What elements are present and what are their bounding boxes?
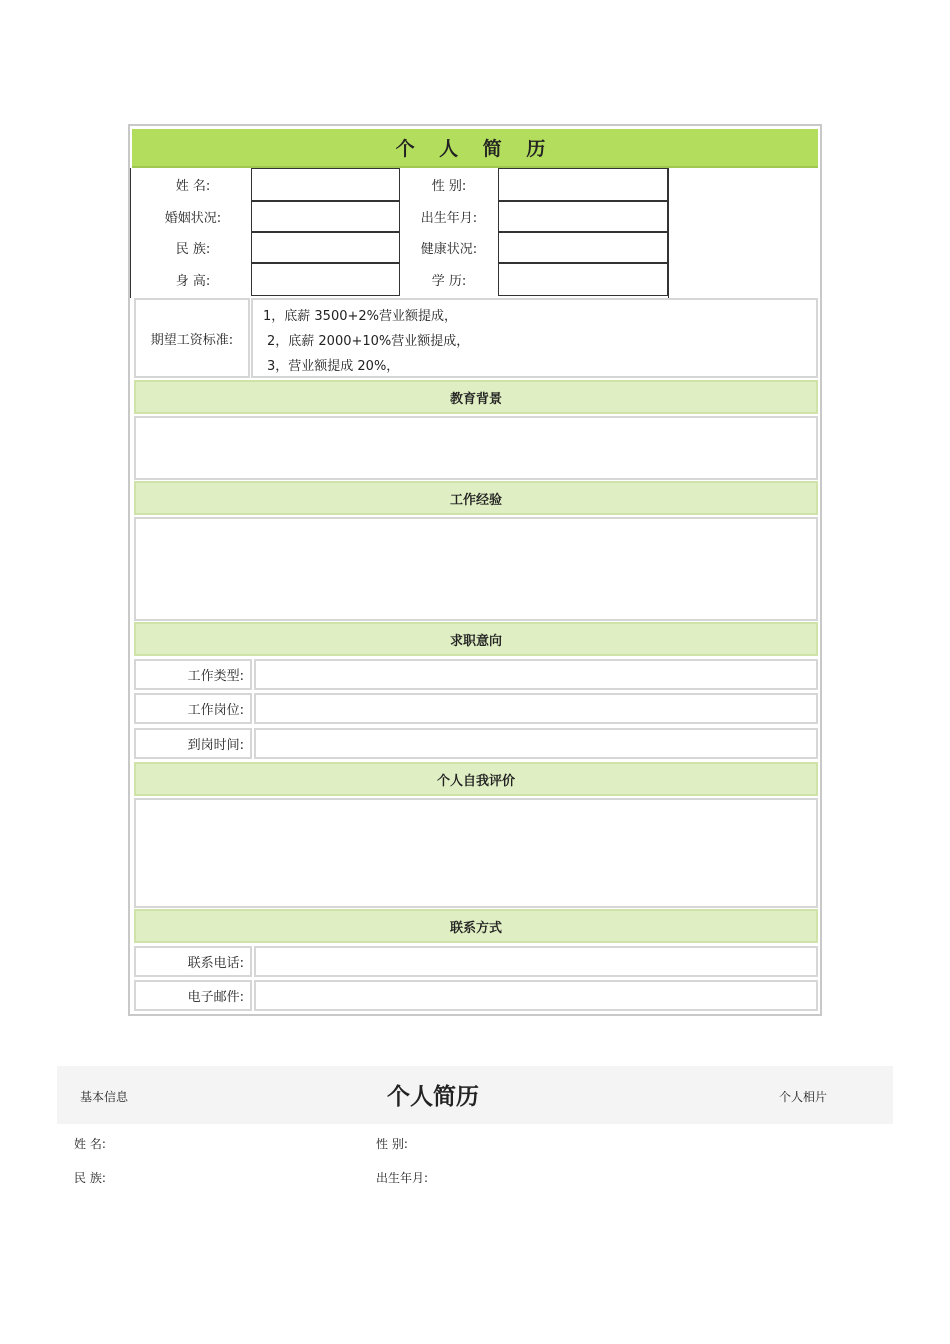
photo-area[interactable] xyxy=(668,168,818,298)
ethnicity-field[interactable] xyxy=(251,232,400,263)
salary-option-3: 3，营业额提成 20%， xyxy=(267,359,400,374)
job-position-field[interactable] xyxy=(254,693,818,724)
marital-label: 婚姻状况: xyxy=(164,211,222,226)
job-type-field[interactable] xyxy=(254,659,818,690)
education-field[interactable] xyxy=(498,263,668,296)
second-gender-label: 性 别: xyxy=(376,1137,408,1151)
birth-field[interactable] xyxy=(498,201,668,232)
name-field[interactable] xyxy=(251,168,400,201)
salary-option-2: 2，底薪 2000+10%营业额提成， xyxy=(267,334,470,349)
job-intention-header: 求职意向 xyxy=(134,622,818,656)
email-field[interactable] xyxy=(254,980,818,1011)
gender-field[interactable] xyxy=(498,168,668,201)
salary-options xyxy=(251,298,818,378)
start-time-field[interactable] xyxy=(254,728,818,759)
email-label: 电子邮件: xyxy=(134,980,252,1011)
start-time-label: 到岗时间: xyxy=(134,728,252,759)
education-header: 教育背景 xyxy=(134,380,818,414)
name-label: 姓 名: xyxy=(175,179,211,194)
work-experience-content[interactable] xyxy=(134,517,818,621)
self-evaluation-header: 个人自我评价 xyxy=(134,762,818,796)
education-content[interactable] xyxy=(134,416,818,480)
phone-label: 联系电话: xyxy=(134,946,252,977)
second-ethnicity-label: 民 族: xyxy=(74,1171,106,1185)
photo-label: 个人相片 xyxy=(779,1090,828,1104)
phone-field[interactable] xyxy=(254,946,818,977)
second-birth-label: 出生年月: xyxy=(376,1171,429,1185)
second-form-header xyxy=(57,1066,893,1124)
gender-label: 性 别: xyxy=(431,179,467,194)
second-name-label: 姓 名: xyxy=(74,1137,106,1151)
height-label: 身 高: xyxy=(175,274,211,289)
basic-info-label: 基本信息 xyxy=(80,1090,129,1104)
contact-header: 联系方式 xyxy=(134,909,818,943)
resume-title: 个 人 简 历 xyxy=(132,129,818,168)
job-type-label: 工作类型: xyxy=(134,659,252,690)
salary-label: 期望工资标准: xyxy=(134,298,250,378)
health-label: 健康状况: xyxy=(420,242,478,257)
work-experience-header: 工作经验 xyxy=(134,481,818,515)
self-evaluation-content[interactable] xyxy=(134,798,818,908)
second-form-title: 个人简历 xyxy=(387,1084,479,1110)
ethnicity-label: 民 族: xyxy=(175,242,211,257)
salary-option-1: 1，底薪 3500+2%营业额提成， xyxy=(263,309,458,324)
resume-form xyxy=(128,124,822,1016)
birth-label: 出生年月: xyxy=(420,211,478,226)
left-border-line xyxy=(130,168,131,298)
education-label: 学 历: xyxy=(431,274,467,289)
height-field[interactable] xyxy=(251,263,400,296)
job-position-label: 工作岗位: xyxy=(134,693,252,724)
health-field[interactable] xyxy=(498,232,668,263)
marital-field[interactable] xyxy=(251,201,400,232)
